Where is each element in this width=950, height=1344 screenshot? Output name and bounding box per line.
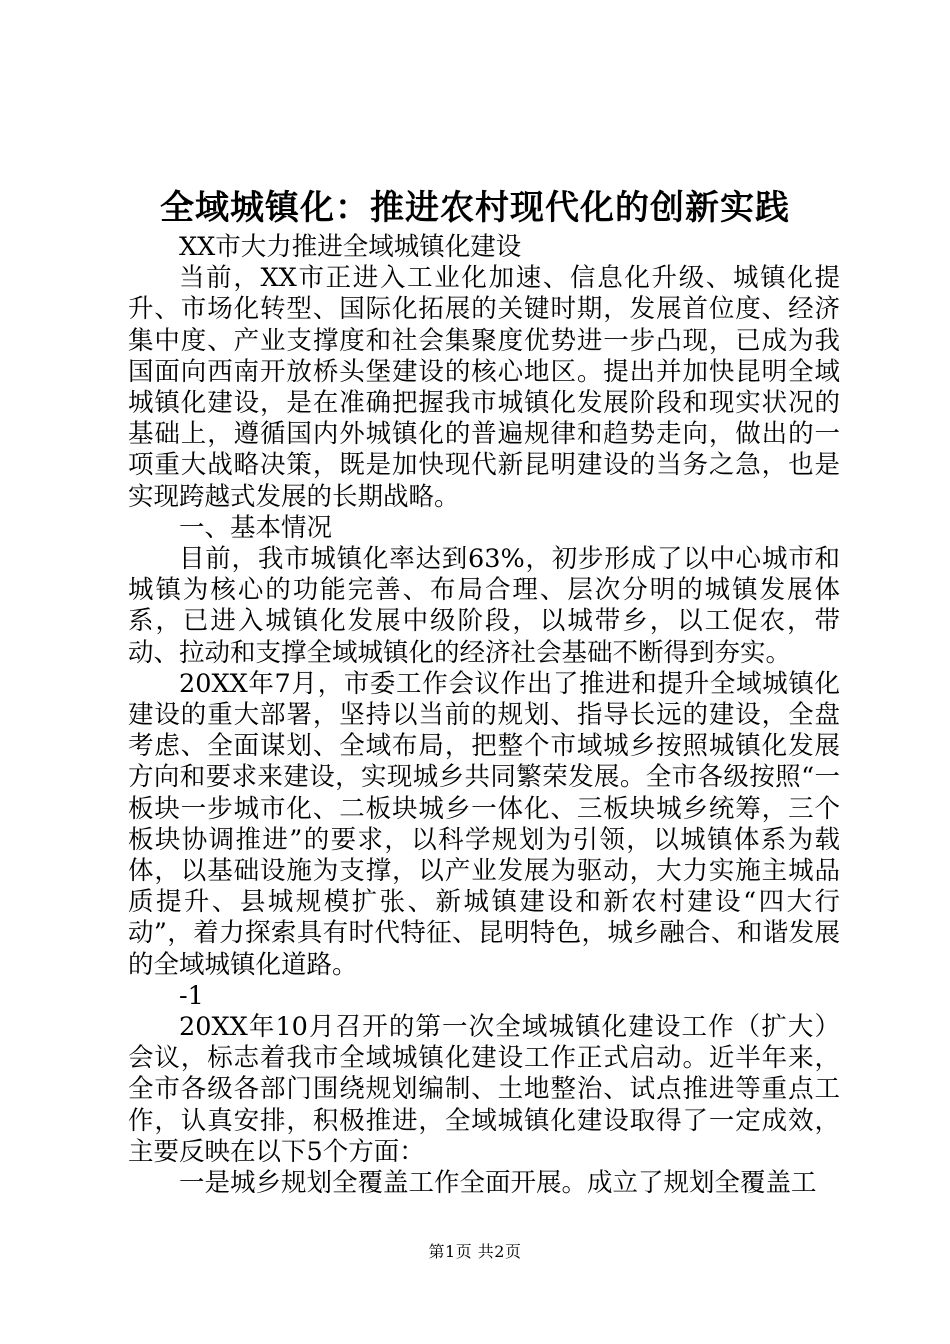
paragraph-subtitle: XX市大力推进全域城镇化建设: [179, 232, 522, 262]
paragraph-status: 目前，我市城镇化率达到63%，初步形成了以中心城市和城镇为核心的功能完善、布局合理、层次分明的城镇发展体系，已进入城镇化发展中级阶段，以城带乡，以工促农，带动、拉动和支撑全域城镇化的经济社会基础不断得到夯实。: [128, 544, 840, 668]
page-footer: 第1页 共2页: [428, 1242, 522, 1261]
paragraph-deployment: 20XX年7月，市委工作会议作出了推进和提升全域城镇化建设的重大部署，坚持以当前的规划、指导长远的建设，全盘考虑、全面谋划、全域布局，把整个市域城乡按照城镇化发展方向和要求来建设，实现城乡共同繁荣发展。全市各级按照“一板块一步城市化、二板块城乡一体化、三板块城乡统筹，三个板块协调推进”的要求，以科学规划为引领，以城镇体系为载体，以基础设施为支撑，以产业发展为驱动，大力实施主城品质提升、县城规模扩张、新城镇建设和新农村建设“四大行动”，着力探索具有时代特征、昆明特色，城乡融合、和谐发展的全域城镇化道路。: [128, 668, 840, 980]
document-body: [128, 232, 840, 1199]
paragraph-intro: 当前，XX市正进入工业化加速、信息化升级、城镇化提升、市场化转型、国际化拓展的关键时期，发展首位度、经济集中度、产业支撑度和社会集聚度优势进一步凸现，已成为我国面向西南开放桥头堡建设的核心地区。提出并加快昆明全域城镇化建设，是在准确把握我市城镇化发展阶段和现实状况的基础上，遵循国内外城镇化的普遍规律和趋势走向，做出的一项重大战略决策，既是加快现代新昆明建设的当务之急，也是实现跨越式发展的长期战略。: [128, 263, 840, 512]
page-marker: -1: [179, 980, 204, 1011]
paragraph-launch: 20XX年10月召开的第一次全域城镇化建设工作（扩大）会议，标志着我市全域城镇化建设工作正式启动。近半年来，全市各级各部门围绕规划编制、土地整治、试点推进等重点工作，认真安排，积极推进，全域城镇化建设取得了一定成效，主要反映在以下5个方面：: [128, 1012, 840, 1167]
paragraph-planning: 一是城乡规划全覆盖工作全面开展。成立了规划全覆盖工: [179, 1168, 817, 1199]
section-heading: 一、基本情况: [179, 512, 333, 543]
document-title: 全域城镇化：推进农村现代化的创新实践: [160, 188, 790, 228]
